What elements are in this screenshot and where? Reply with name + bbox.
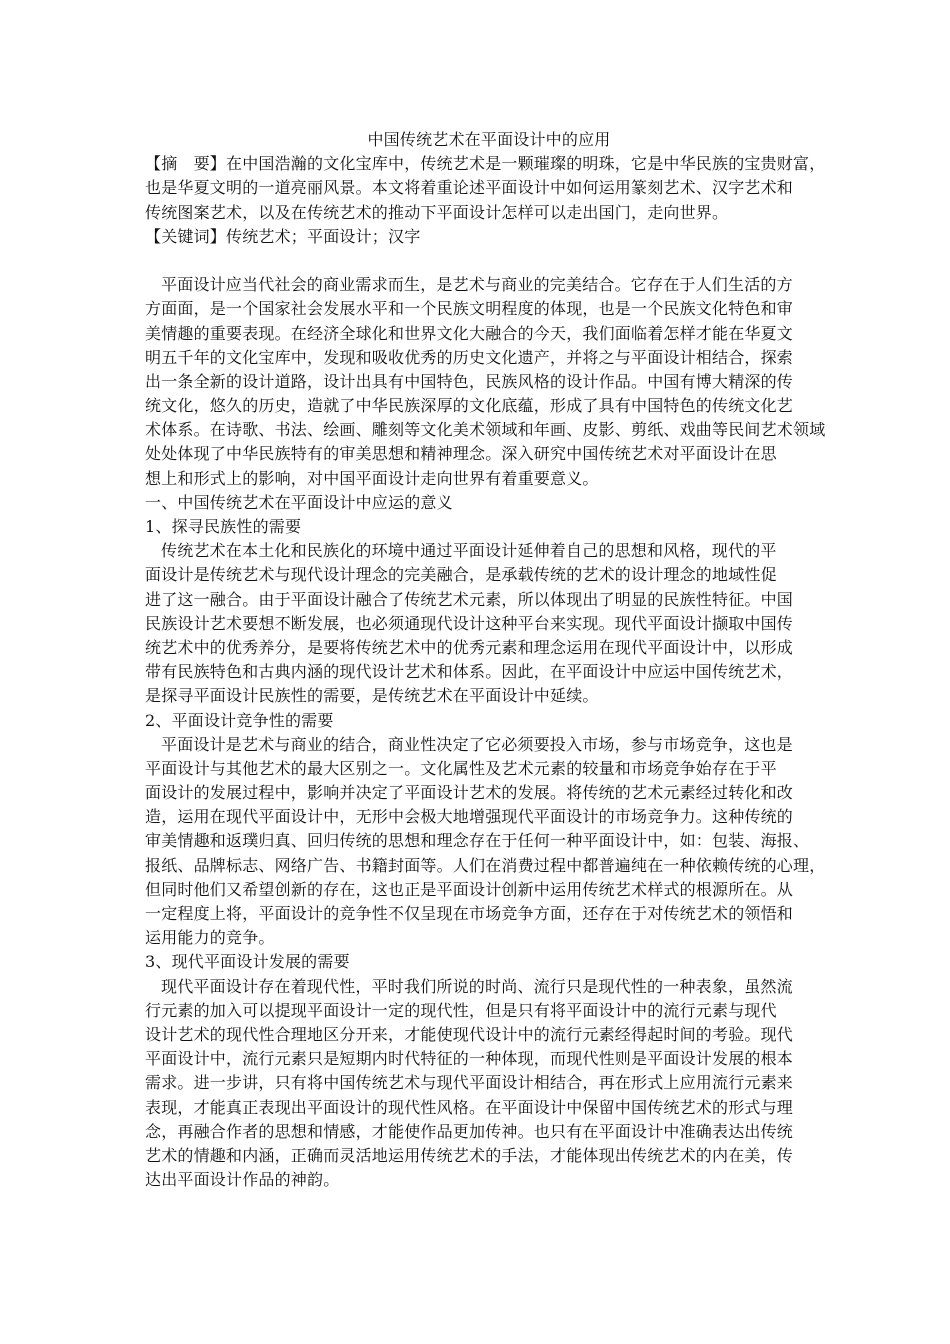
subsection-heading: 1、探寻民族性的需要 xyxy=(145,517,302,536)
paragraph-line: 艺术的情趣和内涵，正确而灵活地运用传统艺术的手法，才能体现出传统艺术的内在美，传 xyxy=(145,1145,794,1165)
paragraph-line: 带有民族特色和古典内涵的现代设计艺术和体系。因此，在平面设计中应运中国传统艺术， xyxy=(145,662,794,682)
paragraph-line: 表现，才能真正表现出平面设计的现代性风格。在平面设计中保留中国传统艺术的形式与理 xyxy=(145,1097,794,1117)
paragraph-line: 平面设计与其他艺术的最大区别之一。文化属性及艺术元素的较量和市场竞争始存在于平 xyxy=(145,758,777,778)
abstract xyxy=(145,152,826,225)
abstract-line: 传统图案艺术，以及在传统艺术的推动下平面设计怎样可以走出国门，走向世界。 xyxy=(145,202,729,222)
paragraph-line: 进了这一融合。由于平面设计融合了传统艺术元素，所以体现出了明显的民族性特征。中国 xyxy=(145,589,794,609)
paragraph-line: 统文化，悠久的历史，造就了中华民族深厚的文化底蕴，形成了具有中国特色的传统文化艺 xyxy=(145,396,794,416)
paragraph-line: 处处体现了中华民族特有的审美思想和精神理念。深入研究中国传统艺术对平面设计在思 xyxy=(145,444,777,464)
subsection-heading: 3、现代平面设计发展的需要 xyxy=(145,952,350,972)
paragraph-line: 美情趣的重要表现。在经济全球化和世界文化大融合的今天，我们面临着怎样才能在华夏文 xyxy=(145,323,794,343)
paragraph-line: 出一条全新的设计道路，设计出具有中国特色，民族风格的设计作品。中国有博大精深的传 xyxy=(145,371,794,391)
paragraph-line: 需求。进一步讲，只有将中国传统艺术与现代平面设计相结合，再在形式上应用流行元素来 xyxy=(145,1073,794,1093)
paragraph-line: 明五千年的文化宝库中，发现和吸收优秀的历史文化遗产，并将之与平面设计相结合，探索 xyxy=(145,347,794,367)
paragraph-line: 但同时他们又希望创新的存在，这也正是平面设计创新中运用传统艺术样式的根源所在。从 xyxy=(145,879,794,899)
paragraph-line: 想上和形式上的影响，对中国平面设计走向世界有着重要意义。 xyxy=(145,468,599,488)
document-page xyxy=(145,128,826,1192)
paragraph-line: 造，运用在现代平面设计中，无形中会极大地增强现代平面设计的市场竞争力。这种传统的 xyxy=(145,807,794,827)
section-paragraph xyxy=(145,975,817,1193)
paragraph-line: 平面设计中，流行元素只是短期内时代特征的一种体现，而现代性则是平面设计发展的根本 xyxy=(145,1049,794,1069)
paragraph-line: 报纸、品牌标志、网络广告、书籍封面等。人们在消费过程中都普遍纯在一种依赖传统的心理， xyxy=(145,855,826,875)
abstract-line: 【摘 要】在中国浩瀚的文化宝库中，传统艺术是一颗璀璨的明珠，它是中华民族的宝贵财富， xyxy=(145,154,826,174)
paragraph-line: 一定程度上将，平面设计的竞争性不仅呈现在市场竞争方面，还存在于对传统艺术的领悟和 xyxy=(145,904,794,923)
paragraph-line: 面设计是传统艺术与现代设计理念的完美融合，是承载传统的艺术的设计理念的地域性促 xyxy=(145,565,777,585)
paragraph-line: 念，再融合作者的思想和情感，才能使作品更加传神。也只有在平面设计中准确表达出传统 xyxy=(145,1121,794,1141)
paragraph-line: 术体系。在诗歌、书法、绘画、雕刻等文化美术领域和年画、皮影、剪纸、戏曲等民间艺术领域 xyxy=(145,420,826,440)
intro-paragraph xyxy=(145,273,826,491)
paragraph-line: 设计艺术的现代性合理地区分开来，才能使现代设计中的流行元素经得起时间的考验。现代 xyxy=(145,1024,794,1044)
paragraph-line: 现代平面设计存在着现代性，平时我们所说的时尚、流行只是现代性的一种表象，虽然流 xyxy=(161,976,793,996)
blank-line xyxy=(145,249,817,273)
paragraph-line: 平面设计应当代社会的商业需求而生，是艺术与商业的完美结合。它存在于人们生活的方 xyxy=(161,275,793,295)
subsection-heading: 2、平面设计竞争性的需要 xyxy=(145,710,334,730)
keywords: 【关键词】传统艺术；平面设计；汉字 xyxy=(145,226,421,246)
section-paragraph xyxy=(145,733,826,951)
paragraph-line: 统艺术中的优秀养分，是要将传统艺术中的优秀元素和理念运用在现代平面设计中，以形成 xyxy=(145,637,794,657)
paragraph-line: 方面面，是一个国家社会发展水平和一个民族文明程度的体现，也是一个民族文化特色和审 xyxy=(145,299,794,319)
paragraph-line: 行元素的加入可以提现平面设计一定的现代性，但是只有将平面设计中的流行元素与现代 xyxy=(145,1000,777,1020)
paragraph-line: 民族设计艺术要想不断发展，也必须通现代设计这种平台来实现。现代平面设计撷取中国传 xyxy=(145,613,794,633)
paragraph-line: 达出平面设计作品的神韵。 xyxy=(145,1170,340,1190)
paragraph-line: 是探寻平面设计民族性的需要，是传统艺术在平面设计中延续。 xyxy=(145,686,599,706)
paragraph-line: 审美情趣和返璞归真、回归传统的思想和理念存在于任何一种平面设计中，如：包装、海报、 xyxy=(145,831,810,851)
abstract-line: 也是华夏文明的一道亮丽风景。本文将着重论述平面设计中如何运用篆刻艺术、汉字艺术和 xyxy=(145,178,794,198)
paragraph-line: 传统艺术在本土化和民族化的环境中通过平面设计延伸着自己的思想和风格，现代的平 xyxy=(161,541,777,561)
document-title: 中国传统艺术在平面设计中的应用 xyxy=(367,130,611,149)
paragraph-line: 平面设计是艺术与商业的结合，商业性决定了它必须要投入市场，参与市场竞争，这也是 xyxy=(161,734,793,754)
section-paragraph xyxy=(145,539,817,708)
paragraph-line: 面设计的发展过程中，影响并决定了平面设计艺术的发展。将传统的艺术元素经过转化和改 xyxy=(145,783,794,803)
section-heading: 一、中国传统艺术在平面设计中应运的意义 xyxy=(145,492,453,512)
paragraph-line: 运用能力的竞争。 xyxy=(145,928,275,948)
